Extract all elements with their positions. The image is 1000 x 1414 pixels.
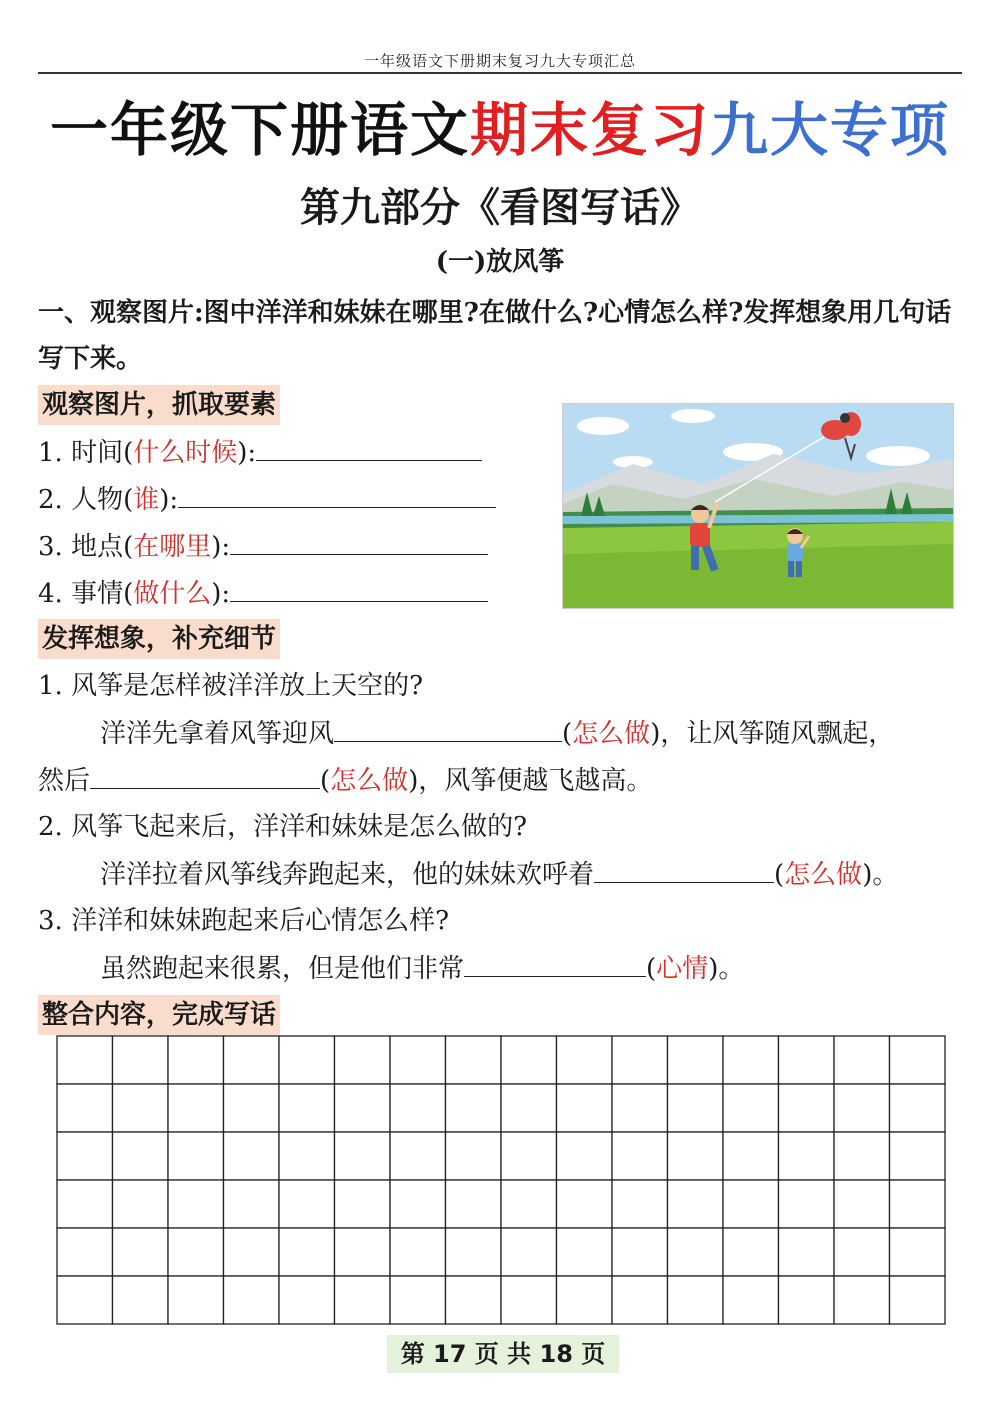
imagine-heading: 发挥想象，补充细节 xyxy=(38,619,280,659)
grid-cell[interactable] xyxy=(168,1084,224,1132)
grid-cell[interactable] xyxy=(279,1036,335,1084)
grid-cell[interactable] xyxy=(168,1036,224,1084)
question-1-answer-line-2: 然后 (怎么做)，风筝便越飞越高。 xyxy=(38,760,652,801)
item-label: 3. 地点( xyxy=(38,532,134,562)
grid-cell[interactable] xyxy=(224,1084,280,1132)
grid-cell[interactable] xyxy=(723,1132,779,1180)
grid-cell[interactable] xyxy=(113,1084,169,1132)
grid-cell[interactable] xyxy=(668,1180,724,1228)
sentence-text: 。 xyxy=(872,860,899,890)
grid-cell[interactable] xyxy=(57,1036,113,1084)
grid-cell[interactable] xyxy=(612,1084,668,1132)
item-end: ): xyxy=(211,532,231,562)
grid-cell[interactable] xyxy=(557,1180,613,1228)
grid-cell[interactable] xyxy=(446,1132,502,1180)
item-label: 4. 事情( xyxy=(38,579,134,609)
grid-cell[interactable] xyxy=(57,1276,113,1324)
grid-cell[interactable] xyxy=(834,1036,890,1084)
grid-cell[interactable] xyxy=(668,1228,724,1276)
place-answer-blank[interactable] xyxy=(230,526,488,555)
main-title-part-3: 九大专项 xyxy=(710,96,951,164)
grid-cell[interactable] xyxy=(335,1276,391,1324)
grid-cell[interactable] xyxy=(779,1228,835,1276)
section-title: (一)放风筝 xyxy=(435,247,565,277)
grid-cell[interactable] xyxy=(834,1132,890,1180)
sentence-text: 洋洋先拿着风筝迎风 xyxy=(100,719,335,749)
sentence-text: 。 xyxy=(718,954,745,984)
time-answer-blank[interactable] xyxy=(256,432,482,461)
grid-cell[interactable] xyxy=(113,1276,169,1324)
grid-cell[interactable] xyxy=(390,1036,446,1084)
grid-cell[interactable] xyxy=(168,1228,224,1276)
grid-cell[interactable] xyxy=(723,1228,779,1276)
grid-cell[interactable] xyxy=(890,1180,946,1228)
grid-cell[interactable] xyxy=(113,1228,169,1276)
compose-heading: 整合内容，完成写话 xyxy=(38,995,280,1035)
sentence-text: 然后 xyxy=(38,766,91,796)
grid-cell[interactable] xyxy=(723,1276,779,1324)
grid-cell[interactable] xyxy=(57,1228,113,1276)
grid-cell[interactable] xyxy=(279,1276,335,1324)
grid-cell[interactable] xyxy=(224,1180,280,1228)
subtitle: 第九部分《看图写话》 xyxy=(300,185,700,231)
main-title xyxy=(0,94,1000,166)
grid-cell[interactable] xyxy=(501,1228,557,1276)
hint-text: 怎么做 xyxy=(572,719,651,749)
grid-cell[interactable] xyxy=(168,1132,224,1180)
grid-cell[interactable] xyxy=(557,1228,613,1276)
observe-item-people xyxy=(38,479,496,520)
question-3-answer-line: 虽然跑起来很累，但是他们非常 (心情)。 xyxy=(100,948,744,989)
grid-cell[interactable] xyxy=(612,1036,668,1084)
grid-cell[interactable] xyxy=(779,1132,835,1180)
question-1-answer-line-1: 洋洋先拿着风筝迎风 (怎么做)，让风筝随风飘起， xyxy=(100,713,894,754)
grid-cell[interactable] xyxy=(612,1180,668,1228)
grid-cell[interactable] xyxy=(557,1084,613,1132)
grid-cell[interactable] xyxy=(168,1180,224,1228)
grid-cell[interactable] xyxy=(335,1132,391,1180)
item-hint: 什么时候 xyxy=(133,438,238,468)
grid-cell[interactable] xyxy=(779,1180,835,1228)
grid-cell[interactable] xyxy=(446,1228,502,1276)
question-3: 3. 洋洋和妹妹跑起来后心情怎么样? xyxy=(38,906,450,936)
grid-cell[interactable] xyxy=(890,1036,946,1084)
item-hint: 谁 xyxy=(133,485,160,515)
question-2-answer-line: 洋洋拉着风筝线奔跑起来，他的妹妹欢呼着 (怎么做)。 xyxy=(100,854,898,895)
grid-cell[interactable] xyxy=(612,1228,668,1276)
q1-blank-1[interactable] xyxy=(334,713,562,742)
writing-grid[interactable] xyxy=(56,1035,946,1325)
grid-cell[interactable] xyxy=(113,1132,169,1180)
grid-cell[interactable] xyxy=(57,1132,113,1180)
grid-cell[interactable] xyxy=(834,1276,890,1324)
main-title-part-2: 期末复习 xyxy=(469,96,710,164)
grid-cell[interactable] xyxy=(224,1036,280,1084)
grid-cell[interactable] xyxy=(668,1276,724,1324)
task-prompt: 一、观察图片:图中洋洋和妹妹在哪里?在做什么?心情怎么样?发挥想象用几句话写下来。 xyxy=(38,298,952,374)
grid-cell[interactable] xyxy=(390,1276,446,1324)
header-rule xyxy=(38,72,962,74)
sentence-text: 洋洋拉着风筝线奔跑起来，他的妹妹欢呼着 xyxy=(100,860,595,890)
sentence-text: ，让风筝随风飘起， xyxy=(660,719,895,749)
item-end: ): xyxy=(237,438,257,468)
grid-cell[interactable] xyxy=(723,1084,779,1132)
observe-item-time xyxy=(38,432,482,473)
sentence-text: ，风筝便越飞越高。 xyxy=(418,766,653,796)
grid-cell[interactable] xyxy=(557,1276,613,1324)
grid-cell[interactable] xyxy=(279,1132,335,1180)
grid-cell[interactable] xyxy=(779,1276,835,1324)
grid-cell[interactable] xyxy=(668,1132,724,1180)
grid-cell[interactable] xyxy=(335,1180,391,1228)
grid-cell[interactable] xyxy=(501,1276,557,1324)
grid-cell[interactable] xyxy=(557,1036,613,1084)
grid-cell[interactable] xyxy=(834,1180,890,1228)
question-1: 1. 风筝是怎样被洋洋放上天空的? xyxy=(38,671,424,701)
grid-cell[interactable] xyxy=(390,1228,446,1276)
grid-cell[interactable] xyxy=(390,1084,446,1132)
hint-text: 怎么做 xyxy=(784,860,863,890)
grid-cell[interactable] xyxy=(390,1180,446,1228)
grid-cell[interactable] xyxy=(501,1132,557,1180)
grid-cell[interactable] xyxy=(890,1228,946,1276)
grid-cell[interactable] xyxy=(224,1276,280,1324)
running-header: 一年级语文下册期末复习九大专项汇总 xyxy=(363,52,636,70)
grid-cell[interactable] xyxy=(168,1276,224,1324)
grid-cell[interactable] xyxy=(668,1036,724,1084)
kite-flying-illustration xyxy=(562,403,954,609)
main-title-part-1: 一年级下册语文 xyxy=(49,96,470,164)
grid-cell[interactable] xyxy=(834,1228,890,1276)
grid-cell[interactable] xyxy=(446,1180,502,1228)
grid-cell[interactable] xyxy=(57,1180,113,1228)
grid-cell[interactable] xyxy=(501,1084,557,1132)
observe-item-event xyxy=(38,573,488,614)
observe-item-place xyxy=(38,526,488,567)
grid-cell[interactable] xyxy=(501,1180,557,1228)
grid-cell[interactable] xyxy=(501,1036,557,1084)
observe-heading: 观察图片，抓取要素 xyxy=(38,385,280,425)
grid-cell[interactable] xyxy=(113,1036,169,1084)
grid-cell[interactable] xyxy=(890,1132,946,1180)
event-answer-blank[interactable] xyxy=(230,573,488,602)
page-number: 第 17 页 共 18 页 xyxy=(387,1335,619,1373)
grid-cell[interactable] xyxy=(224,1132,280,1180)
grid-cell[interactable] xyxy=(612,1276,668,1324)
grid-cell[interactable] xyxy=(390,1132,446,1180)
grid-cell[interactable] xyxy=(890,1084,946,1132)
question-2: 2. 风筝飞起来后，洋洋和妹妹是怎么做的? xyxy=(38,812,528,842)
grid-cell[interactable] xyxy=(668,1084,724,1132)
grid-cell[interactable] xyxy=(723,1180,779,1228)
item-hint: 在哪里 xyxy=(133,532,212,562)
item-hint: 做什么 xyxy=(133,579,212,609)
q2-blank[interactable] xyxy=(594,854,774,883)
grid-cell[interactable] xyxy=(279,1180,335,1228)
people-answer-blank[interactable] xyxy=(178,479,496,508)
grid-cell[interactable] xyxy=(834,1084,890,1132)
grid-cell[interactable] xyxy=(779,1084,835,1132)
grid-cell[interactable] xyxy=(57,1084,113,1132)
item-label: 2. 人物( xyxy=(38,485,134,515)
hint-text: 心情 xyxy=(656,954,709,984)
grid-cell[interactable] xyxy=(279,1084,335,1132)
q3-blank[interactable] xyxy=(464,948,646,977)
grid-cell[interactable] xyxy=(335,1084,391,1132)
grid-cell[interactable] xyxy=(723,1036,779,1084)
sentence-text: 虽然跑起来很累，但是他们非常 xyxy=(100,954,465,984)
grid-cell[interactable] xyxy=(446,1276,502,1324)
grid-cell[interactable] xyxy=(335,1228,391,1276)
hint-text: 怎么做 xyxy=(330,766,409,796)
grid-cell[interactable] xyxy=(612,1132,668,1180)
grid-cell[interactable] xyxy=(890,1276,946,1324)
grid-cell[interactable] xyxy=(446,1036,502,1084)
item-end: ): xyxy=(159,485,179,515)
grid-cell[interactable] xyxy=(113,1180,169,1228)
grid-cell[interactable] xyxy=(446,1084,502,1132)
item-end: ): xyxy=(211,579,231,609)
q1-blank-2[interactable] xyxy=(90,760,320,789)
grid-cell[interactable] xyxy=(779,1036,835,1084)
item-label: 1. 时间( xyxy=(38,438,134,468)
grid-cell[interactable] xyxy=(557,1132,613,1180)
grid-cell[interactable] xyxy=(224,1228,280,1276)
grid-cell[interactable] xyxy=(279,1228,335,1276)
grid-cell[interactable] xyxy=(335,1036,391,1084)
